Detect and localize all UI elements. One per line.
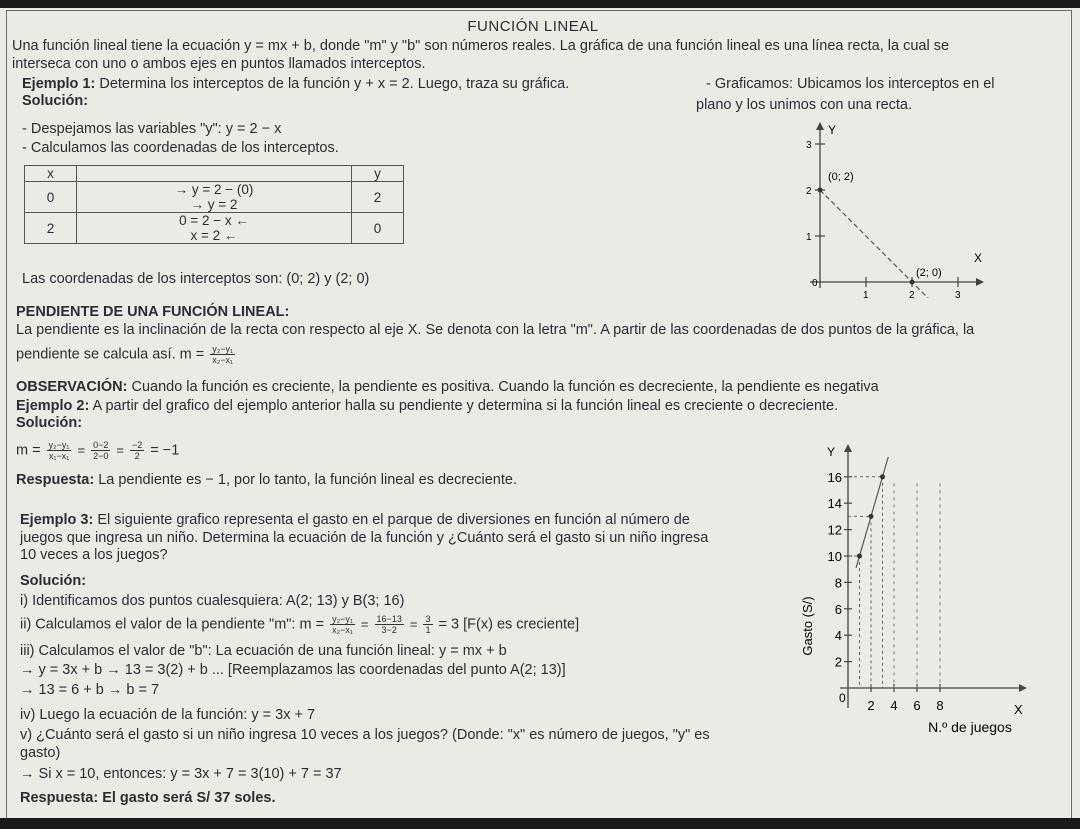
- table-header-mid: [77, 166, 352, 182]
- intercept-point-y: [818, 188, 823, 193]
- top-dark-edge: [0, 0, 1080, 8]
- example3-step-3b: → 13 = 6 + b → b = 7: [20, 682, 160, 698]
- example3-label: Ejemplo 3:: [20, 512, 94, 528]
- intercept-label-x: (2; 0): [916, 267, 942, 279]
- slope-line-1: La pendiente es la inclinación de la recta con respecto al eje X. Se denota con la letra "m". A partir de las coordenadas de dos puntos de la gráfica, la: [16, 322, 975, 338]
- x-tick-label: 4: [890, 698, 898, 713]
- example3-step-3a: → y = 3x + b → 13 = 3(2) + b ... [Reemplazamos las coordenadas del punto A(2; 13)]: [20, 662, 566, 678]
- x-tick-label: 2: [867, 698, 875, 713]
- table-cell: [77, 182, 352, 213]
- fraction-numerator: y₂−y₁: [48, 440, 70, 450]
- bottom-dark-edge: [0, 818, 1080, 829]
- example2-text: A partir del grafico del ejemplo anterior halla su pendiente y determina si la función lineal es creciente o decreciente.: [89, 398, 839, 414]
- data-point: [857, 554, 862, 559]
- example3-line-2: juegos que ingresa un niño. Determina la ecuación de la función y ¿Cuánto será el gasto si un niño ingresa: [20, 530, 709, 546]
- x-tick-label: 6: [913, 698, 921, 713]
- table-header-x: x: [25, 166, 77, 182]
- y-tick-label: 14: [827, 496, 842, 512]
- graph-text-2: plano y los unimos con una recta.: [696, 97, 913, 113]
- y-tick-label: 16: [827, 469, 842, 485]
- table-cell: [77, 213, 352, 244]
- table-header-y: y: [352, 166, 404, 182]
- intercept-point-x: [910, 280, 915, 285]
- example1-text: Determina los interceptos de la función y + x = 2. Luego, traza su gráfica.: [95, 76, 570, 92]
- table-cell: 0: [352, 213, 404, 244]
- y-tick-label: 1: [806, 232, 812, 243]
- example3-line-3: 10 veces a los juegos?: [20, 547, 168, 563]
- intro-line-1: Una función lineal tiene la ecuación y = mx + b, donde "m" y "b" son números reales. La gráfica de una función lineal es una línea recta, la cual se: [12, 38, 950, 54]
- slope-line-2: [16, 344, 237, 365]
- y-axis-arrow: [816, 122, 824, 130]
- y-axis-label: Y: [828, 123, 837, 137]
- fraction: [91, 440, 110, 461]
- example1-label: Ejemplo 1:: [22, 76, 96, 92]
- y-axis-title: Gasto (S/): [800, 596, 815, 656]
- fraction-numerator: 16−13: [376, 614, 402, 624]
- y-tick-label: 4: [834, 628, 842, 644]
- origin-label: 0: [812, 278, 818, 289]
- example3-text: El siguiente grafico representa el gasto en el parque de diversiones en función al número de: [93, 512, 690, 528]
- observation-text: Cuando la función es creciente, la pendiente es positiva. Cuando la función es decreciente, la pendiente es negativa: [127, 379, 879, 395]
- x-axis-title: N.º de juegos: [928, 719, 1012, 735]
- slope-result: = −1: [150, 442, 180, 459]
- table-cell-line: 0 = 2 − x ←: [179, 213, 249, 228]
- example3-step-2: ii) Calculamos el valor de la pendiente "m": m = $\frac{\text{y₂−y₁}}{\text{x₂−x₁}}$ = $\frac{16-13}{3-2}$ = $\frac{3}{1}$ = 3 [F(x) es creciente]: [20, 614, 580, 635]
- example2-formula: m = $\frac{\text{y₂−y₁}}{\text{x₁−x₁}}$ = $\frac{0-2}{2-0}$ = $\frac{-2}{2}$ = −1: [16, 440, 180, 461]
- example3-solution: Solución:: [20, 573, 87, 589]
- fraction: [47, 440, 72, 461]
- example3-step-5b: gasto): [20, 745, 61, 761]
- example1-solution: Solución:: [22, 93, 89, 109]
- fraction-denominator: 2: [134, 451, 140, 461]
- observation-label: OBSERVACIÓN:: [16, 379, 128, 395]
- x-tick-label: 8: [936, 698, 944, 713]
- data-point: [880, 474, 885, 479]
- y-tick-label: 6: [834, 601, 842, 617]
- y-tick-label: 10: [827, 549, 842, 564]
- function-line: [856, 457, 888, 568]
- x-axis-label: X: [974, 251, 983, 265]
- y-tick-label: 8: [834, 575, 842, 591]
- slope-formula-text: pendiente se calcula así. m =: [16, 346, 205, 363]
- graph-text-1: - Graficamos: Ubicamos los interceptos en el: [706, 76, 995, 92]
- step2-text: ii) Calculamos el valor de la pendiente "m": m =: [20, 616, 325, 633]
- slope-heading: PENDIENTE DE UNA FUNCIÓN LINEAL:: [16, 304, 290, 320]
- fraction: [330, 614, 355, 635]
- example3-step-4: iv) Luego la ecuación de la función: y = 3x + 7: [20, 707, 316, 723]
- x-axis-arrow: [976, 278, 984, 286]
- example3-step-3: iii) Calculamos el valor de "b": La ecuación de una función lineal: y = mx + b: [20, 643, 507, 659]
- fraction: [375, 614, 404, 635]
- fraction-denominator: 2−0: [93, 451, 109, 461]
- example1-step2: - Calculamos las coordenadas de los interceptos.: [22, 140, 339, 156]
- expense-graph: [790, 436, 1050, 746]
- fraction-denominator: x₂−x₁: [212, 355, 234, 365]
- fraction-denominator: 1: [425, 625, 431, 635]
- origin-label: 0: [839, 691, 846, 705]
- slope-fraction: [210, 344, 235, 365]
- y-tick-label: 12: [827, 522, 842, 538]
- m-equals: m =: [16, 442, 41, 459]
- example1-result: Las coordenadas de los interceptos son: (0; 2) y (2; 0): [22, 271, 370, 287]
- example2-statement: [16, 398, 838, 415]
- answer-text: La pendiente es − 1, por lo tanto, la función lineal es decreciente.: [94, 472, 517, 488]
- example3-line-1: [20, 512, 690, 529]
- fraction: [130, 440, 144, 461]
- fraction-denominator: x₂−x₁: [332, 625, 353, 635]
- fraction: [423, 614, 432, 635]
- x-axis-label: X: [1014, 702, 1023, 717]
- answer-label: Respuesta:: [16, 472, 95, 488]
- intro-line-2: interseca con uno o ambos ejes en puntos llamados interceptos.: [12, 56, 426, 72]
- y-tick-label: 2: [806, 186, 812, 197]
- example3-answer: Respuesta: El gasto será S/ 37 soles.: [20, 790, 276, 806]
- table-cell: 2: [25, 213, 77, 244]
- fraction-numerator: y₂−y₁: [212, 344, 234, 354]
- intercepts-table: [24, 165, 404, 244]
- y-axis-arrow: [844, 444, 852, 452]
- table-cell-line: x = 2 ←: [190, 228, 238, 243]
- example2-label: Ejemplo 2:: [16, 398, 90, 414]
- fraction-denominator: x₁−x₁: [48, 451, 70, 461]
- example2-solution: Solución:: [16, 415, 83, 431]
- example3-step-5c: → Si x = 10, entonces: y = 3x + 7 = 3(10) + 7 = 37: [20, 766, 342, 782]
- y-tick-label: 3: [806, 140, 812, 151]
- table-row: [25, 213, 404, 244]
- table-cell: 0: [25, 182, 77, 213]
- data-point: [869, 514, 874, 519]
- example3-step-5a: v) ¿Cuánto será el gasto si un niño ingresa 10 veces a los juegos? (Donde: "x" es número de juegos, "y" es: [20, 727, 710, 743]
- fraction-numerator: 3: [425, 614, 431, 624]
- table-cell-line: → y = 2: [190, 197, 238, 212]
- x-axis-arrow: [1019, 684, 1027, 692]
- fraction-numerator: y₂−y₁: [332, 614, 353, 624]
- intercepts-graph: [790, 118, 990, 298]
- table-cell: 2: [352, 182, 404, 213]
- y-axis-label: Y: [827, 445, 836, 459]
- observation: [16, 379, 879, 396]
- fraction-numerator: −2: [132, 440, 143, 450]
- example1-statement: [22, 76, 569, 93]
- example3-step-1: i) Identificamos dos puntos cualesquiera: A(2; 13) y B(3; 16): [20, 593, 405, 609]
- x-tick-label: 2: [909, 290, 915, 298]
- example2-answer: [16, 472, 517, 489]
- fraction-numerator: 0−2: [93, 440, 109, 450]
- y-tick-label: 2: [834, 654, 842, 670]
- intercept-label-y: (0; 2): [828, 171, 854, 183]
- table-cell-line: → y = 2 − (0): [174, 182, 254, 197]
- fraction-denominator: 3−2: [381, 625, 397, 635]
- page-title: FUNCIÓN LINEAL: [467, 18, 599, 35]
- table-row: [25, 182, 404, 213]
- example1-step1: - Despejamos las variables "y": y = 2 − x: [22, 121, 282, 137]
- step2-result: = 3 [F(x) es creciente]: [438, 616, 580, 633]
- x-tick-label: 1: [863, 290, 869, 298]
- x-tick-label: 3: [955, 290, 961, 298]
